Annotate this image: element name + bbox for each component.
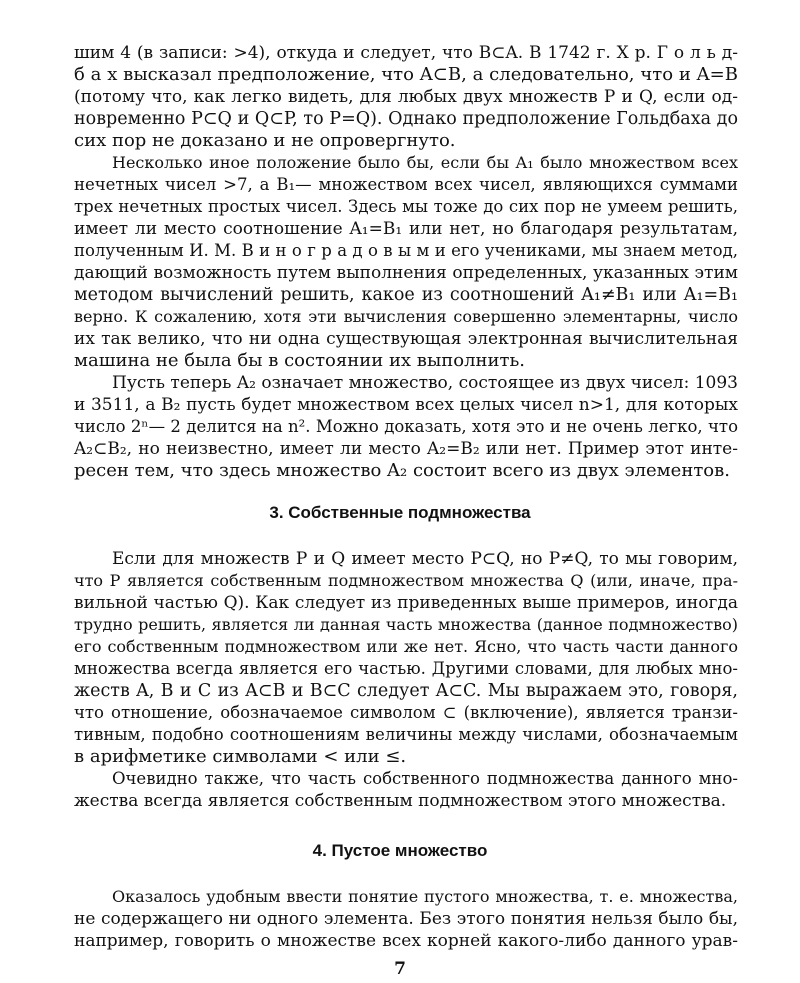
text-line: жества всегда является собственным подмножеством этого множества. (74, 791, 727, 811)
text-line: верно. К сожалению, хотя эти вычисления совершенно элементарны, число (74, 307, 738, 326)
text-line: ресен тем, что здесь множество A₂ состоит всего из двух элементов. (74, 460, 730, 481)
text-line: Если для множеств P и Q имеет место P⊂Q, но P≠Q, то мы говорим, (112, 549, 738, 569)
text-line: например, говорить о множестве всех корней какого-либо данного урав- (74, 931, 738, 951)
text-line: в арифметике символами < или ≤. (74, 746, 407, 767)
text-line: и 3511, а B₂ пусть будет множеством всех целых чисел n>1, для которых (74, 395, 738, 415)
text-line: жеств A, B и C из A⊂B и B⊂C следует A⊂C. Мы выражаем это, говоря, (74, 681, 738, 701)
text-line: Оказалось удобным ввести понятие пустого множества, т. е. множества, (112, 887, 738, 906)
text-line: б а х высказал предположение, что A⊂B, а следовательно, что и A=B (74, 64, 738, 85)
text-line: что P является собственным подмножеством множества Q (или, иначе, пра- (74, 571, 738, 590)
text-line: тивным, подобно соотношениям величины между числами, обозначаемым (74, 725, 738, 744)
text-line: имеет ли место соотношение A₁=B₁ или нет, но благодаря результатам, (74, 219, 738, 239)
text-line: число 2ⁿ— 2 делится на n². Можно доказать, хотя это и не очень легко, что (74, 417, 738, 436)
text-line: Несколько иное положение было бы, если бы A₁ было множеством всех (112, 153, 738, 172)
text-line: нечетных чисел >7, а B₁— множеством всех чисел, являющихся суммами (74, 175, 738, 194)
text-line: множества всегда является его частью. Другими словами, для любых мно- (74, 659, 738, 678)
text-line: что отношение, обозначаемое символом ⊂ (включение), является транзи- (74, 703, 738, 722)
text-line: его собственным подмножеством или же нет. Ясно, что часть части данного (74, 637, 738, 656)
text-line: полученным И. М. В и н о г р а д о в ы м и его учениками, мы знаем метод, (74, 241, 738, 260)
text-line: A₂⊂B₂, но неизвестно, имеет ли место A₂=B₂ или нет. Пример этот инте- (74, 439, 738, 459)
text-line: Пусть теперь A₂ означает множество, состоящее из двух чисел: 1093 (112, 373, 738, 393)
text-line: не содержащего ни одного элемента. Без этого понятия нельзя было бы, (74, 909, 738, 929)
text-line: машина не была бы в состоянии их выполнить. (74, 350, 526, 371)
text-line: трех нечетных простых чисел. Здесь мы тоже до сих пор не умеем решить, (74, 197, 738, 216)
section-heading: 4. Пустое множество (312, 841, 488, 860)
text-line: (потому что, как легко видеть, для любых двух множеств P и Q, если од- (74, 87, 738, 107)
text-line: трудно решить, является ли данная часть множества (данное подмножество) (74, 615, 738, 634)
text-line: методом вычислений решить, какое из соотношений A₁≠B₁ или A₁=B₁ (74, 285, 738, 305)
text-line: дающий возможность путем выполнения определенных, указанных этим (74, 263, 738, 283)
text-line: сих пор не доказано и не опровергнуто. (74, 130, 456, 151)
text-line: Очевидно также, что часть собственного подмножества данного мно- (112, 769, 738, 788)
text-line: их так велико, что ни одна существующая электронная вычислительная (74, 329, 738, 349)
text-line: вильной частью Q). Как следует из приведенных выше примеров, иногда (74, 593, 738, 613)
text-line: шим 4 (в записи: >4), откуда и следует, что B⊂A. В 1742 г. Х р. Г о л ь д- (74, 43, 738, 63)
text-line: новременно P⊂Q и Q⊂P, то P=Q). Однако предположение Гольдбаха до (74, 109, 738, 129)
section-heading: 3. Собственные подмножества (269, 503, 531, 522)
page-number: 7 (394, 959, 406, 979)
